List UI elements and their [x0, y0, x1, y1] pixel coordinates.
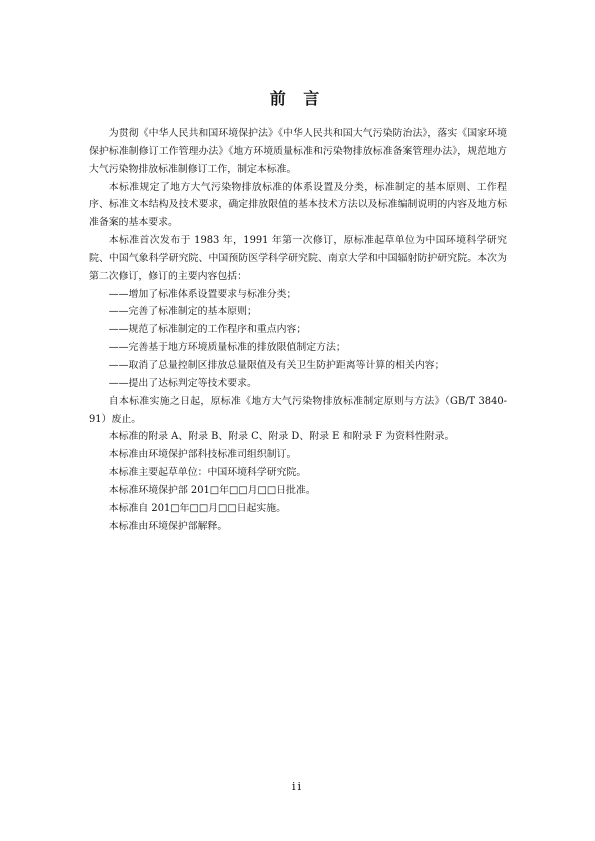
paragraph-organizer: 本标准由环境保护部科技标准司组织制订。	[108, 449, 297, 461]
paragraph-approval: 本标准环境保护部 201□年□□月□□日批准。	[108, 484, 316, 496]
revision-item: ——完善了标准制定的基本原则；	[108, 306, 257, 318]
paragraph-history: 本标准首次发布于 1983 年，1991 年第一次修订，原标准起草单位为中国环境科学研究院、中国气象科学研究院、中国预防医学科学研究院、南京大学和中国辐射防护研究院。本次为第二次修订，修订的主要内容包括：	[89, 235, 507, 282]
revision-item: ——增加了标准体系设置要求与标准分类；	[108, 288, 297, 300]
paragraph-purpose: 为贯彻《中华人民共和国环境保护法》《中华人民共和国大气污染防治法》，落实《国家环境保护标准制修订工作管理办法》《地方环境质量标准和污染物排放标准备案管理办法》，规范地方大气污染物排放标准制修订工作，制定本标准。	[89, 128, 507, 175]
revision-item: ——取消了总量控制区排放总量限值及有关卫生防护距离等计算的相关内容；	[108, 359, 445, 371]
paragraph-drafter: 本标准主要起草单位：中国环境科学研究院。	[108, 467, 307, 479]
paragraph-interpretation: 本标准由环境保护部解释。	[108, 520, 228, 532]
foreword-body	[89, 125, 507, 535]
paragraph-scope: 本标准规定了地方大气污染物排放标准的体系设置及分类，标准制定的基本原则、工作程序、标准文本结构及技术要求，确定排放限值的基本技术方法以及标准编制说明的内容及地方标准备案的基本要求。	[89, 181, 507, 229]
revision-item: ——规范了标准制定的工作程序和重点内容；	[108, 324, 307, 336]
paragraph-appendix: 本标准的附录 A、附录 B、附录 C、附录 D、附录 E 和附录 F 为资料性附录。	[108, 431, 455, 443]
revision-item: ——提出了达标判定等技术要求。	[108, 377, 257, 389]
paragraph-supersede: 自本标准实施之日起，原标准《地方大气污染物排放标准制定原则与方法》（GB/T 3840-91）废止。	[89, 395, 507, 425]
page-number: ii	[291, 780, 304, 793]
page-title: 前 言	[269, 89, 326, 108]
paragraph-effective: 本标准自 201□年□□月□□日起实施。	[108, 502, 287, 514]
revision-item: ——完善基于地方环境质量标准的排放限值制定方法；	[108, 342, 346, 354]
